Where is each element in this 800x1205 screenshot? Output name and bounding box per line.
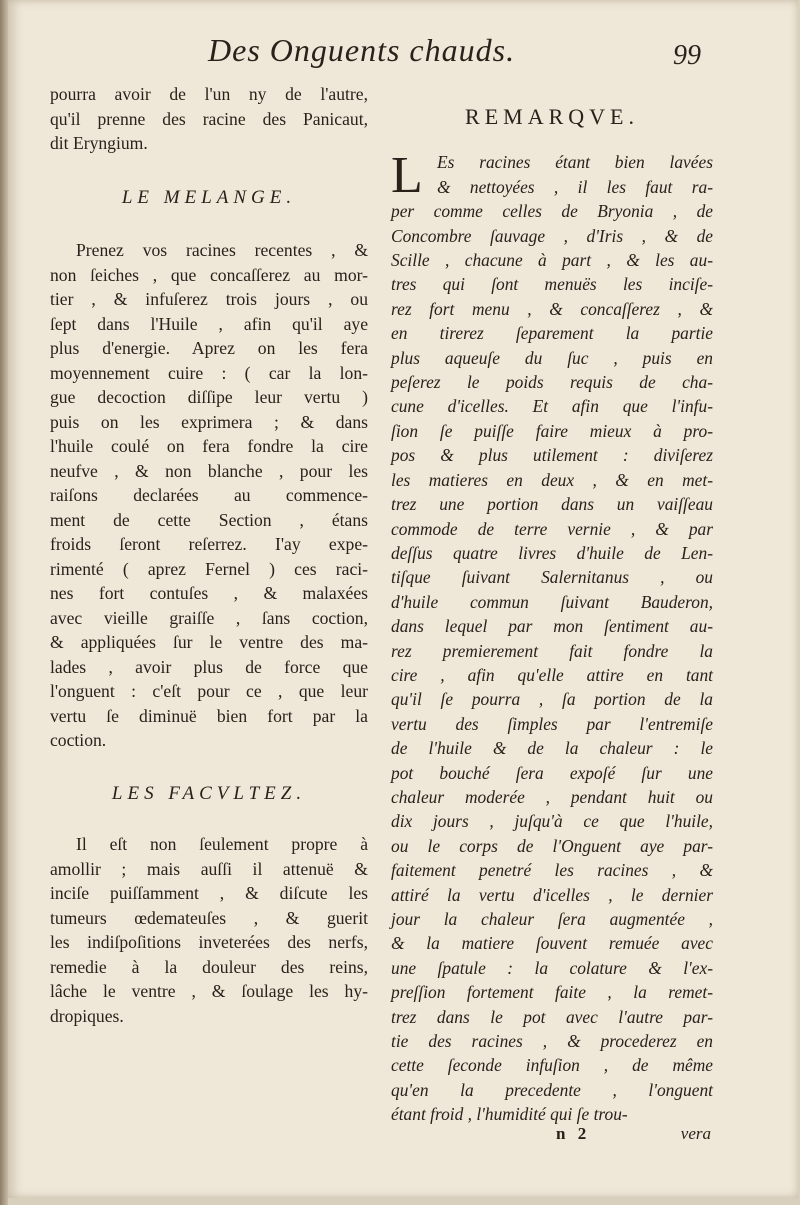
- text-line: une ſpatule : la colature & l'ex-: [391, 957, 713, 978]
- text-line: rez premierement fait fondre la: [391, 640, 713, 661]
- text-line: attiré la vertu d'icelles , le dernier: [391, 884, 713, 905]
- text-line: pourra avoir de l'un ny de l'autre,: [50, 84, 368, 104]
- text-line: ou le corps de l'Onguent aye par-: [391, 835, 713, 856]
- text-line: tumeurs œdemateuſes , & guerit: [50, 907, 368, 928]
- text-line: dit Eryngium.: [50, 133, 148, 153]
- text-line: faitement penetré les racines , &: [391, 860, 713, 881]
- book-spine-shadow: [0, 0, 8, 1205]
- text-line: per comme celles de Bryonia , de: [391, 201, 713, 222]
- text-line: & appliquées ſur le ventre des ma-: [50, 632, 368, 652]
- text-line: Prenez vos racines recentes , &: [76, 240, 368, 260]
- text-line: chaleur moderée , pendant huit ou: [391, 786, 713, 807]
- text-line: deſſus quatre livres d'huile de Len-: [391, 542, 713, 563]
- text-line: cire , afin qu'elle attire en tant: [391, 664, 713, 685]
- melange-paragraph: [50, 238, 368, 753]
- text-line: preſſion fortement faite , la remet-: [391, 982, 713, 1003]
- text-line: puis on les exprimera ; & dans: [50, 411, 368, 432]
- text-line: qu'il ſe pourra , ſa portion de la: [391, 689, 713, 710]
- signature-mark: n 2: [556, 1124, 591, 1143]
- text-line: pos & plus utilement : diviſerez: [391, 445, 713, 466]
- text-line: lâche le ventre , & ſoulage les hy-: [50, 981, 368, 1001]
- text-line: Concombre ſauvage , d'Iris , & de: [391, 225, 713, 246]
- text-line: vertu des ſimples par l'entremiſe: [391, 713, 713, 734]
- text-line: nes fort contuſes , & malaxées: [50, 583, 368, 603]
- text-line: étant froid , l'humidité qui ſe trou-: [391, 1104, 628, 1125]
- text-line: tie des racines , & procederez en: [391, 1031, 713, 1052]
- text-line: jour la chaleur ſera augmentée ,: [391, 909, 713, 929]
- text-line: ment de cette Section , étans: [50, 509, 368, 530]
- text-line: vertu ſe diminuë bien fort par la: [50, 705, 368, 726]
- text-line: amollir ; mais auſſi il attenuë &: [50, 858, 368, 879]
- heading-melange: LE MELANGE.: [121, 186, 297, 208]
- text-line: plus d'energie. Aprez on les fera: [50, 338, 368, 358]
- heading-remarque: REMARQVE.: [465, 104, 639, 129]
- text-line: dix jours , juſqu'à ce que l'huile,: [391, 811, 713, 832]
- text-line: commode de terre vernie , & par: [391, 518, 713, 539]
- text-line: cune d'icelles. Et afin que l'infu-: [391, 396, 713, 417]
- text-line: rimenté ( aprez Fernel ) ces raci-: [50, 558, 368, 579]
- text-line: inciſe puiſſamment , & diſcute les: [50, 883, 368, 903]
- text-line: les indiſpoſitions inveterées des nerfs,: [50, 932, 368, 952]
- intro-paragraph: [50, 82, 368, 156]
- text-line: rez fort menu , & concaſſerez , &: [391, 298, 713, 319]
- text-line: dans lequel par mon ſentiment au-: [391, 616, 713, 637]
- drop-cap: L: [391, 147, 423, 205]
- text-line: Es racines étant bien lavées: [437, 152, 713, 173]
- text-line: coction.: [50, 730, 107, 750]
- text-line: peſerez le poids requis de cha-: [391, 372, 713, 393]
- text-line: qu'il prenne des racine des Panicaut,: [50, 108, 368, 129]
- facultez-paragraph: [50, 832, 368, 1028]
- catchword: vera: [680, 1124, 711, 1143]
- text-line: moyennement cuire : ( car la lon-: [50, 362, 368, 383]
- text-line: & la matiere ſouvent remuée avec: [391, 933, 713, 954]
- text-line: d'huile commun ſuivant Bauderon,: [391, 591, 713, 612]
- text-line: cette ſeconde infuſion , de même: [391, 1055, 713, 1076]
- text-line: l'huile coulé on fera fondre la cire: [50, 436, 368, 456]
- text-line: lades , avoir plus de force que: [50, 656, 368, 677]
- text-line: Il eſt non ſeulement propre à: [76, 834, 368, 854]
- text-line: Scille , chacune à part , & les au-: [391, 250, 713, 271]
- text-line: l'onguent : c'eſt pour ce , que leur: [50, 681, 368, 701]
- remarque-paragraph: [391, 147, 713, 1126]
- text-line: qu'en la precedente , l'onguent: [391, 1079, 713, 1100]
- text-line: plus aqueuſe du ſuc , puis en: [391, 347, 713, 368]
- page-footer: [556, 1124, 711, 1144]
- left-column: [50, 82, 368, 1028]
- text-line: avec vieille graiſſe , ſans coction,: [50, 607, 368, 628]
- page-number: 99: [673, 40, 701, 71]
- text-line: gue decoction diſſipe leur vertu ): [50, 387, 368, 407]
- text-line: en tirerez ſeparement la partie: [391, 323, 713, 344]
- text-line: pot bouché ſera expoſé ſur une: [391, 762, 713, 783]
- right-column: [391, 100, 713, 1127]
- text-line: ſept dans l'Huile , afin qu'il aye: [50, 313, 368, 334]
- text-line: de l'huile & de la chaleur : le: [391, 738, 713, 759]
- running-title: Des Onguents chauds.: [208, 32, 516, 68]
- text-line: & nettoyées , il les faut ra-: [437, 176, 713, 197]
- text-line: dropiques.: [50, 1005, 124, 1026]
- text-line: ſion ſe puiſſe faire mieux à pro-: [391, 420, 713, 441]
- text-line: froids ſeront reſerrez. I'ay expe-: [50, 534, 368, 554]
- text-line: raiſons declarées au commence-: [50, 485, 368, 505]
- text-line: non ſeiches , que concaſſerez au mor-: [50, 264, 368, 285]
- text-line: tier , & infuſerez trois jours , ou: [50, 289, 368, 309]
- text-line: tiſque ſuivant Salernitanus , ou: [391, 567, 713, 588]
- text-line: neufve , & non blanche , pour les: [50, 460, 368, 481]
- book-page: [8, 0, 798, 1198]
- text-line: tres qui ſont menuës les inciſe-: [391, 274, 713, 295]
- text-line: trez une portion dans un vaiſſeau: [391, 494, 713, 515]
- heading-facultez: LES FACVLTEZ.: [111, 782, 307, 804]
- text-line: remedie à la douleur des reins,: [50, 956, 368, 977]
- text-line: les matieres en deux , & en met-: [391, 469, 713, 490]
- text-line: trez dans le pot avec l'autre par-: [391, 1006, 713, 1027]
